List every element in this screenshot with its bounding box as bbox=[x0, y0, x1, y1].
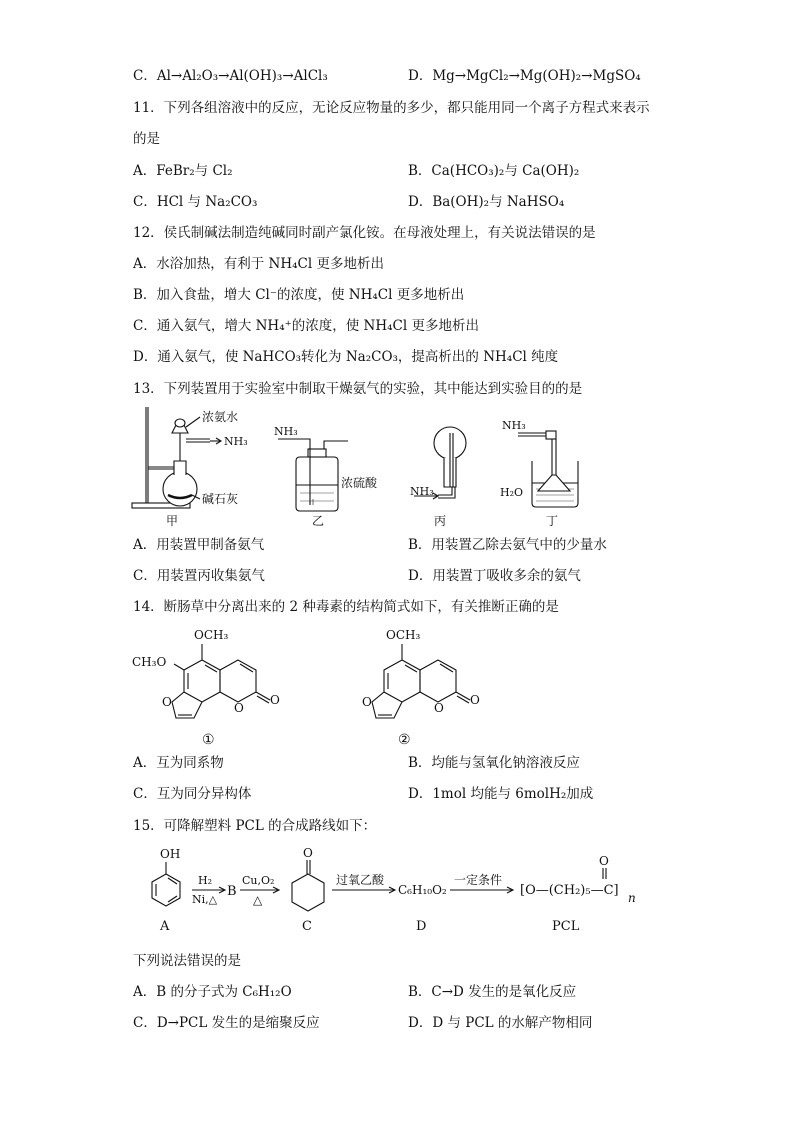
m2-furan-o: O bbox=[362, 695, 372, 709]
q15-synthesis-route-figure bbox=[128, 842, 648, 938]
pcl-carbonyl bbox=[603, 868, 606, 879]
label-d-formula: C₆H₁₀O₂ bbox=[398, 883, 447, 897]
q14-option-a: A．互为同系物 bbox=[133, 755, 224, 771]
label-compound-a: A bbox=[160, 919, 170, 934]
label-pcl: PCL bbox=[552, 919, 580, 934]
q10-option-d: D．Mg→MgCl₂→Mg(OH)₂→MgSO₄ bbox=[408, 68, 641, 84]
bing-label-nh3: NH₃ bbox=[410, 485, 434, 498]
m1-label-ch3o: CH₃O bbox=[132, 655, 167, 669]
bing-caption: 丙 bbox=[434, 514, 447, 528]
m2-label-circled-2: ② bbox=[398, 732, 411, 748]
q13-option-c: C．用装置丙收集氨气 bbox=[133, 568, 265, 584]
label-peracetic-acid: 过氧乙酸 bbox=[336, 873, 385, 887]
m2-ring-o: O bbox=[434, 701, 444, 715]
q15-option-d: D．D 与 PCL 的水解产物相同 bbox=[408, 1015, 593, 1031]
label-ni-heat: Ni,△ bbox=[192, 893, 218, 906]
q10-option-c: C．Al→Al₂O₃→Al(OH)₃→AlCl₃ bbox=[133, 68, 328, 84]
q13-stem: 13．下列装置用于实验室中制取干燥氨气的实验，其中能达到实验目的的是 bbox=[133, 381, 583, 397]
label-compound-c: C bbox=[302, 919, 312, 934]
q12-option-b: B．加入食盐，增大 Cl⁻的浓度，使 NH₄Cl 更多地析出 bbox=[133, 287, 465, 303]
label-compound-d: D bbox=[416, 919, 427, 934]
label-heat: △ bbox=[253, 893, 263, 907]
cyclohexanone-structure bbox=[292, 860, 324, 911]
q13-option-b: B．用装置乙除去氨气中的少量水 bbox=[408, 537, 607, 553]
arrow-c-to-d bbox=[332, 887, 395, 893]
ding-label-h2o: H₂O bbox=[500, 486, 524, 499]
q15-option-a: A．B 的分子式为 C₆H₁₂O bbox=[133, 984, 292, 1000]
jia-label-concentrated-ammonia: 浓氨水 bbox=[202, 410, 239, 424]
jia-label-soda-lime: 碱石灰 bbox=[202, 492, 239, 506]
q11-option-d: D．Ba(OH)₂与 NaHSO₄ bbox=[408, 194, 565, 210]
label-compound-b: B bbox=[227, 884, 237, 899]
q14-structures-figure bbox=[128, 620, 488, 750]
phenol-structure bbox=[152, 862, 180, 906]
yi-caption: 乙 bbox=[312, 514, 325, 528]
q11-stem-line2: 的是 bbox=[133, 131, 160, 147]
q15-stem: 15．可降解塑料 PCL 的合成路线如下： bbox=[133, 818, 377, 834]
jia-caption: 甲 bbox=[166, 514, 179, 528]
q12-stem: 12．侯氏制碱法制造纯碱同时副产氯化铵。在母液处理上，有关说法错误的是 bbox=[133, 225, 596, 241]
q15-option-c: C．D→PCL 发生的是缩聚反应 bbox=[133, 1015, 320, 1031]
label-h2: H₂ bbox=[198, 874, 213, 887]
m1-keto-o: O bbox=[270, 693, 280, 707]
label-keto-o: O bbox=[303, 846, 313, 860]
q14-option-d: D．1mol 均能与 6molH₂加成 bbox=[408, 786, 594, 802]
q13-option-a: A．用装置甲制备氨气 bbox=[133, 537, 265, 553]
q15-after-text: 下列说法错误的是 bbox=[133, 953, 241, 969]
m2-keto-o: O bbox=[470, 693, 480, 707]
apparatus-jia bbox=[132, 407, 210, 508]
q12-option-a: A．水浴加热，有利于 NH₄Cl 更多地析出 bbox=[133, 256, 384, 272]
q11-option-b: B．Ca(HCO₃)₂与 Ca(OH)₂ bbox=[408, 163, 580, 179]
q11-option-a: A．FeBr₂与 Cl₂ bbox=[133, 163, 233, 179]
q13-option-d: D．用装置丁吸收多余的氨气 bbox=[408, 568, 581, 584]
apparatus-yi bbox=[278, 439, 348, 511]
yi-label-conc-sulfuric-acid: 浓硫酸 bbox=[341, 476, 378, 490]
ding-caption: 丁 bbox=[546, 514, 559, 528]
m1-label-circled-1: ① bbox=[202, 732, 215, 748]
q12-option-c: C．通入氨气，增大 NH₄⁺的浓度，使 NH₄Cl 更多地析出 bbox=[133, 318, 479, 334]
m1-furan-o: O bbox=[162, 695, 172, 709]
q13-apparatus-figure bbox=[128, 403, 608, 530]
apparatus-ding bbox=[518, 431, 578, 507]
jia-label-nh3: NH₃ bbox=[224, 435, 248, 448]
q12-option-d: D．通入氨气，使 NaHCO₃转化为 Na₂CO₃，提高析出的 NH₄Cl 纯度 bbox=[133, 349, 559, 365]
apparatus-jia-nh3-arrow bbox=[210, 438, 221, 444]
q14-option-c: C．互为同分异构体 bbox=[133, 786, 252, 802]
m1-ring-o: O bbox=[234, 701, 244, 715]
m2-label-och3-top: OCH₃ bbox=[386, 628, 421, 642]
molecule-1 bbox=[172, 644, 270, 718]
label-certain-conditions: 一定条件 bbox=[454, 873, 503, 887]
label-pcl-carbonyl-o: O bbox=[599, 854, 609, 868]
label-oh: OH bbox=[160, 847, 181, 861]
q11-option-c: C．HCl 与 Na₂CO₃ bbox=[133, 194, 258, 210]
q15-option-b: B．C→D 发生的是氧化反应 bbox=[408, 984, 577, 1000]
arrow-d-to-pcl bbox=[450, 887, 513, 893]
ding-label-nh3: NH₃ bbox=[502, 419, 526, 432]
q11-stem-line1: 11．下列各组溶液中的反应，无论反应物量的多少，都只能用同一个离子方程式来表示 bbox=[133, 100, 650, 116]
q14-stem: 14．断肠草中分离出来的 2 种毒素的结构简式如下，有关推断正确的是 bbox=[133, 599, 559, 615]
label-pcl-formula: [O—(CH₂)₅—C] bbox=[520, 883, 619, 898]
m1-label-och3-top: OCH₃ bbox=[194, 628, 229, 642]
molecule-2 bbox=[372, 644, 470, 718]
q14-option-b: B．均能与氢氧化钠溶液反应 bbox=[408, 755, 580, 771]
yi-label-nh3: NH₃ bbox=[274, 425, 298, 438]
label-cu-o2: Cu,O₂ bbox=[242, 874, 275, 887]
label-n: n bbox=[628, 891, 636, 905]
